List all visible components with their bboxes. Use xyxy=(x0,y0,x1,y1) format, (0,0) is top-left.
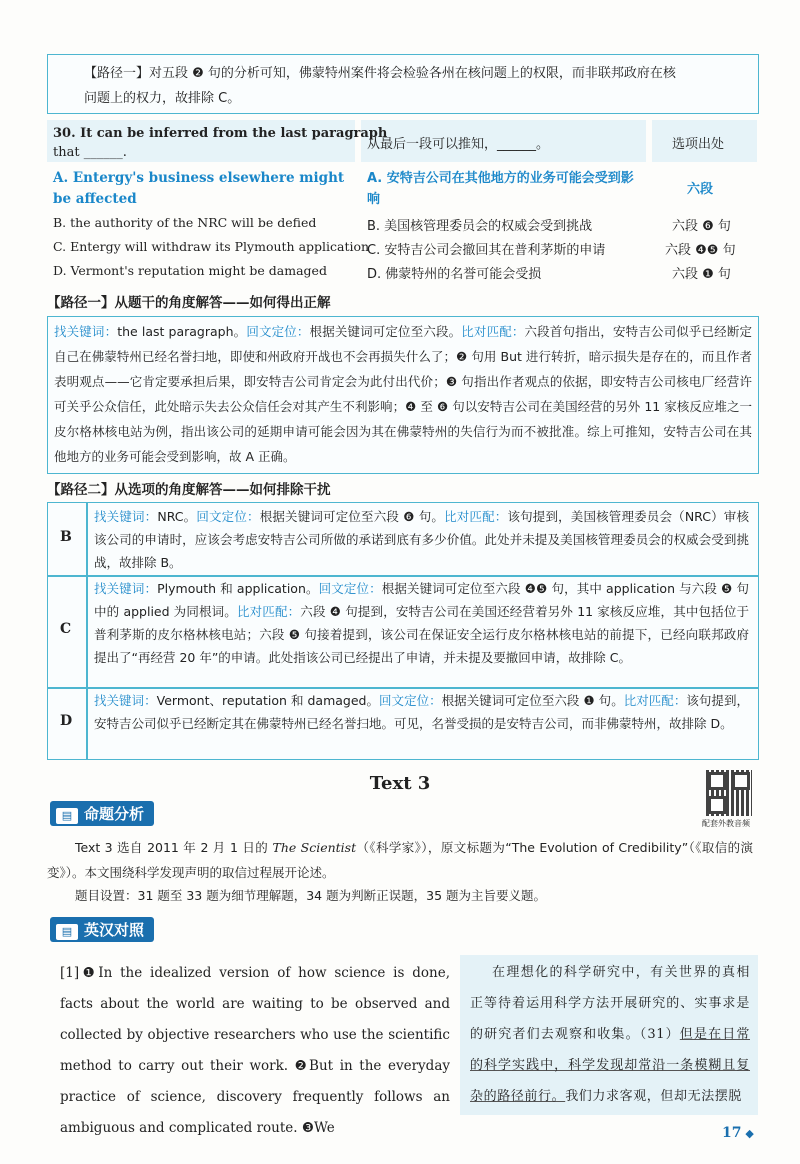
path1-k1: 找关键词： xyxy=(54,324,118,339)
text3-intro: Text 3 选自 2011 年 2 月 1 日的 The Scientist（《科学家》），原文标题为“The Evolution of Credibility”（《取信的演变》）。本文围绕科学发现声明的取信过程展开论述。 xyxy=(47,840,753,880)
top-note-line2: 问题上的权力，故排除 C。 xyxy=(84,91,241,106)
text3-cn-para: 在理想化的科学研究中，有关世界的真相正等待着运用科学方法开展研究的、实事求是的研究者们去观察和收集。（31）但是在日常的科学实践中，科学发现却常沿一条模糊且复杂的路径前行。我们力求客观，但却无法摆脱 xyxy=(470,965,750,1104)
text3-en-para: [1]❶In the idealized version of how science is done, facts about the world are waiting to be observed and collected by objective researchers who use the scientific method to carry out their work. ❷But in the everyday practice of science, discovery frequently follows an ambiguous and complicated route. ❸We xyxy=(60,965,450,1136)
section-analysis-tag: ▤ 命题分析 xyxy=(50,801,154,826)
option-d-en: D. Vermont's reputation might be damaged xyxy=(53,263,327,278)
row-b-text: 找关键词：NRC。回文定位：根据关键词可定位至六段 ❻ 句。比对匹配：该句提到，美国核管理委员会（NRC）审核该公司的申请时，应该会考虑安特吉公司所做的承诺到底有多少价值。此处并未提及美国核管理委员会的权威会受到挑战，故排除 B。 xyxy=(94,509,749,570)
option-b-cn: B. 美国核管理委员会的权威会受到挑战 xyxy=(367,219,593,234)
text3-cn-box xyxy=(460,955,758,1115)
row-c-text: 找关键词：Plymouth 和 application。回文定位：根据关键词可定位至六段 ❹❺ 句，其中 application 与六段 ❺ 句中的 applied 为同根词。比对匹配：六段 ❹ 句提到，安特吉公司在美国还经营着另外 11 家核反应堆，其中包括位于普利茅斯的皮尔格林核电站；六段 ❺ 句接着提到，该公司在保证安全运行皮尔格林核电站的前提下，已经向联邦政府提出了“再经营 20 年”的申请。此处指该公司已经提出了申请，并未提及要撤回申请，故排除 C。 xyxy=(94,581,749,665)
option-c-cn: C. 安特吉公司会撤回其在普利茅斯的申请 xyxy=(367,243,606,258)
path1-box: 找关键词：the last paragraph。回文定位：根据关键词可定位至六段。比对匹配：六段首句指出，安特吉公司似乎已经断定自己在佛蒙特州已经名誉扫地，即使和州政府开战也不会再损失什么了；❷ 句用 But 进行转折，暗示损失是存在的，而且作者表明观点——它肯定要承担后果，即安特吉公司肯定会为此付出代价；❸ 句指出作者观点的依据，即安特吉公司核电厂经营许可关乎公众信任，此处暗示失去公众信任会对其产生不利影响；❹ 至 ❻ 句以安特吉公司在美国经营的另外 11 家核反应堆之一皮尔格林核电站为例，指出该公司的延期申请可能会因为其在佛蒙特州的失信行为而不被批准。综上可推知，安特吉公司在其他地方的业务可能会受到影响，故 A 正确。 xyxy=(47,316,759,474)
qr-code[interactable] xyxy=(706,770,752,816)
top-note-line1: 【路径一】对五段 ❷ 句的分析可知，佛蒙特州案件将会检验各州在核问题上的权限，而非联邦政府在核 xyxy=(84,66,676,81)
option-c-src: 六段 ❹❺ 句 xyxy=(665,243,736,258)
option-a-src: 六段 xyxy=(687,182,714,197)
row-b-letter: B xyxy=(60,529,72,545)
cap-icon: ◆ xyxy=(741,1127,754,1140)
option-a-en: A. Entergy's business elsewhere might be affected xyxy=(53,170,345,207)
path2-title: 【路径二】从选项的角度解答——如何排除干扰 xyxy=(47,482,331,498)
row-d-text: 找关键词：Vermont、reputation 和 damaged。回文定位：根据关键词可定位至六段 ❶ 句。比对匹配：该句提到，安特吉公司似乎已经断定其在佛蒙特州已经名誉扫地。可见，名誉受损的是安特吉公司，而非佛蒙特州，故排除 D。 xyxy=(94,693,749,731)
option-b-src: 六段 ❻ 句 xyxy=(672,219,731,234)
q30-col-header: 选项出处 xyxy=(672,137,725,152)
option-b-en: B. the authority of the NRC will be defied xyxy=(53,215,317,230)
path1-title: 【路径一】从题干的角度解答——如何得出正解 xyxy=(47,295,331,311)
qr-caption: 配套外教音频 xyxy=(702,819,750,828)
path1-k2: 回文定位： xyxy=(246,324,310,339)
top-note-box xyxy=(47,54,759,114)
section-bilingual-tag: ▤ 英汉对照 xyxy=(50,917,154,942)
row-c-letter: C xyxy=(60,621,72,637)
q30-stem-en: 30. It can be inferred from the last paragraph that ______. xyxy=(53,126,388,160)
q30-table xyxy=(47,120,757,285)
book-icon: ▤ xyxy=(56,808,78,824)
book-icon-2: ▤ xyxy=(56,924,78,940)
path2-box xyxy=(47,502,759,760)
text3-setup: 题目设置：31 题至 33 题为细节理解题，34 题为判断正误题，35 题为主旨要义题。 xyxy=(75,888,546,903)
row-d-letter: D xyxy=(60,713,73,729)
option-d-cn: D. 佛蒙特州的名誉可能会受损 xyxy=(367,267,542,282)
option-a-cn: A. 安特吉公司在其他地方的业务可能会受到影响 xyxy=(367,171,634,207)
option-c-en: C. Entergy will withdraw its Plymouth application xyxy=(53,239,370,254)
text3-title: Text 3 xyxy=(369,773,431,794)
option-d-src: 六段 ❶ 句 xyxy=(672,267,731,282)
path1-k3: 比对匹配： xyxy=(461,324,525,339)
q30-stem-cn: 从最后一段可以推知，______。 xyxy=(367,137,550,152)
page-number: 17 ◆ xyxy=(722,1125,754,1141)
